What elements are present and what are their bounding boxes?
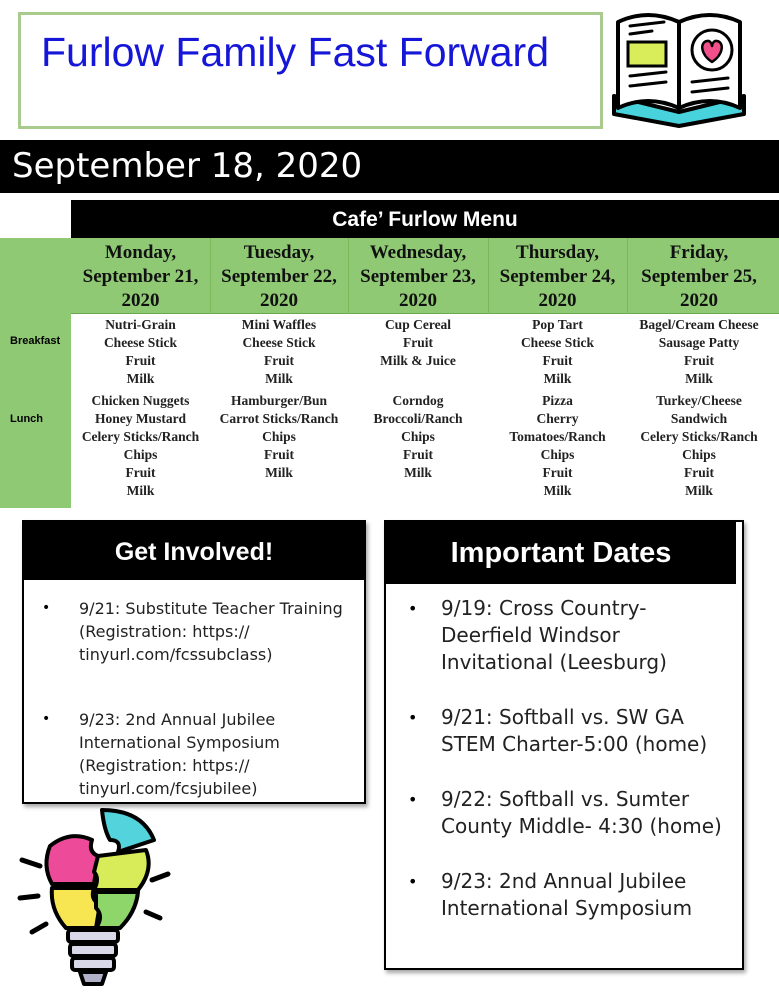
- list-item: • 9/23: 2nd Annual Jubilee International Symposium: [386, 868, 742, 922]
- menu-table: [0, 238, 779, 508]
- menu-column-thursday: [488, 238, 627, 498]
- row-label-lunch: Lunch: [10, 413, 43, 425]
- day-header: Thursday, September 24, 2020: [499, 242, 616, 311]
- breakfast-cell: Nutri-Grain Cheese Stick Fruit Milk: [103, 317, 178, 386]
- list-item: • 9/21: Softball vs. SW GA STEM Charter-5:00 (home): [386, 704, 742, 758]
- lunch-cell: Corndog Broccoli/Ranch Chips Fruit Milk: [373, 393, 463, 480]
- important-dates-heading: Important Dates: [386, 522, 736, 584]
- menu-column-wednesday: [348, 238, 488, 480]
- lunch-cell: Chicken Nuggets Honey Mustard Celery Sticks/Ranch Chips Fruit Milk: [81, 393, 200, 498]
- lunch-cell: Pizza Cherry Tomatoes/Ranch Chips Fruit Milk: [509, 393, 606, 498]
- row-label-breakfast: Breakfast: [10, 335, 61, 347]
- lunch-cell: Hamburger/Bun Carrot Sticks/Ranch Chips Fruit Milk: [219, 393, 339, 480]
- menu-column-friday: [627, 238, 771, 498]
- puzzle-lightbulb-icon: [10, 800, 180, 990]
- get-involved-list: [24, 597, 364, 800]
- menu-title: Cafe’ Furlow Menu: [71, 200, 779, 238]
- day-header: Friday, September 25, 2020: [641, 242, 757, 311]
- open-book-heart-icon: [604, 4, 754, 128]
- day-header: Tuesday, September 22, 2020: [221, 242, 337, 311]
- list-item: • 9/21: Substitute Teacher Training (Registration: https:// tinyurl.com/fcssubclass): [24, 597, 364, 666]
- issue-date: September 18, 2020: [12, 146, 363, 186]
- get-involved-panel: [22, 520, 366, 804]
- day-header: Wednesday, September 23, 2020: [360, 242, 476, 311]
- day-header: Monday, September 21, 2020: [82, 242, 199, 311]
- breakfast-cell: Bagel/Cream Cheese Sausage Patty Fruit Milk: [639, 317, 759, 386]
- list-item: • 9/23: 2nd Annual Jubilee International Symposium (Registration: https:// tinyurl.com/fcsjubilee): [24, 708, 364, 800]
- date-banner: [0, 140, 779, 193]
- newsletter-title: Furlow Family Fast Forward: [41, 29, 550, 75]
- title-box: [18, 12, 603, 129]
- list-item: • 9/19: Cross Country- Deerfield Windsor Invitational (Leesburg): [386, 595, 742, 676]
- important-dates-list: [386, 595, 742, 922]
- list-item: • 9/22: Softball vs. Sumter County Middle- 4:30 (home): [386, 786, 742, 840]
- breakfast-cell: Mini Waffles Cheese Stick Fruit Milk: [241, 317, 317, 386]
- get-involved-heading: Get Involved!: [24, 522, 364, 580]
- breakfast-cell: Cup Cereal Fruit Milk & Juice: [380, 317, 456, 368]
- important-dates-panel: [384, 520, 744, 970]
- breakfast-cell: Pop Tart Cheese Stick Fruit Milk: [520, 317, 595, 386]
- menu-row-labels: [0, 238, 71, 508]
- menu-column-monday: [71, 238, 210, 498]
- lunch-cell: Turkey/Cheese Sandwich Celery Sticks/Ranch Chips Fruit Milk: [640, 393, 758, 498]
- menu-column-tuesday: [210, 238, 348, 480]
